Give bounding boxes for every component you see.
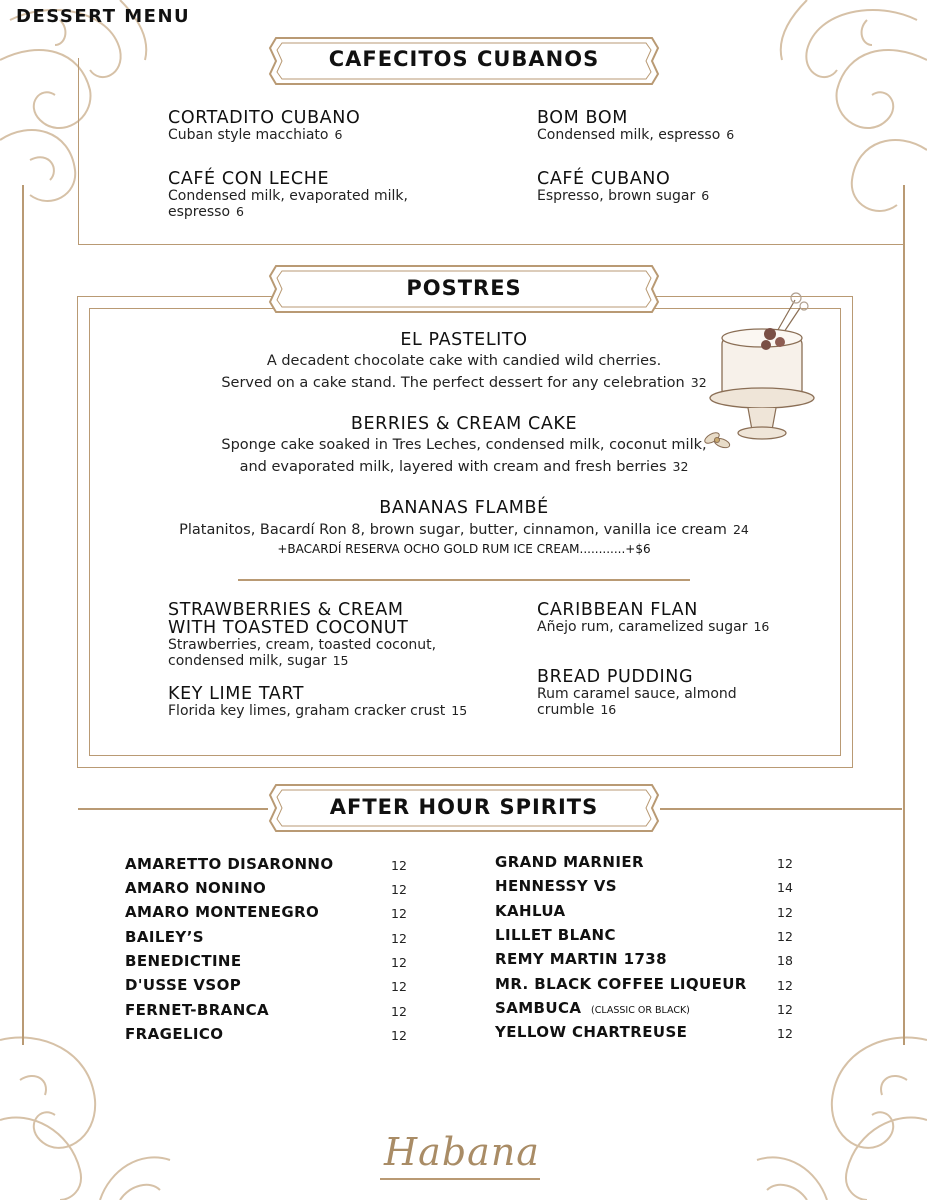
spirit-name: D'USSE VSOP — [125, 976, 242, 994]
item-price: 6 — [701, 188, 710, 203]
spirit-name: BENEDICTINE — [125, 952, 242, 970]
item-addon: +BACARDÍ RESERVA OCHO GOLD RUM ICE CREAM............+$6 — [277, 542, 651, 556]
item-price: 6 — [334, 127, 343, 142]
item-price: 24 — [732, 522, 749, 537]
spirit-name: GRAND MARNIER — [495, 853, 644, 871]
postres-title: POSTRES — [406, 276, 522, 300]
spirit-note: (CLASSIC OR BLACK) — [591, 1005, 690, 1016]
item-desc-line1: Condensed milk, evaporated milk, — [168, 188, 408, 204]
spirit-name: AMARO MONTENEGRO — [125, 903, 320, 921]
spirit-price: 12 — [391, 906, 407, 921]
item-price: 16 — [753, 619, 770, 634]
spirit-name: HENNESSY VS — [495, 877, 617, 895]
item-desc-line2: condensed milk, sugar — [168, 653, 327, 669]
item-price: 6 — [726, 127, 735, 142]
item-name-line1: STRAWBERRIES & CREAM — [168, 600, 404, 620]
item-desc: Espresso, brown sugar — [537, 188, 696, 204]
item-desc-line1: Platanitos, Bacardí Ron 8, brown sugar, butter, cinnamon, vanilla ice cream — [179, 522, 727, 538]
menu-header-label: DESSERT MENU — [16, 6, 191, 27]
logo-underline — [380, 1178, 540, 1180]
postres-item-strawberries — [168, 601, 436, 669]
cafecitos-item-cafe-con-leche — [168, 170, 408, 220]
spirit-price: 12 — [777, 905, 793, 920]
spirit-name: YELLOW CHARTREUSE — [495, 1023, 688, 1041]
frame-left-line — [22, 185, 24, 1045]
spirit-name: LILLET BLANC — [495, 926, 616, 944]
item-desc: Florida key limes, graham cracker crust — [168, 703, 446, 719]
spirit-price: 12 — [391, 1028, 407, 1043]
spirit-price: 12 — [777, 856, 793, 871]
item-desc: Añejo rum, caramelized sugar — [537, 619, 748, 635]
item-name: CORTADITO CUBANO — [168, 108, 361, 128]
item-desc-line1: A decadent chocolate cake with candied wild cherries. — [266, 353, 662, 369]
item-price: 32 — [672, 459, 689, 474]
item-name: BERRIES & CREAM CAKE — [350, 414, 578, 434]
item-desc-line1: Strawberries, cream, toasted coconut, — [168, 637, 437, 653]
item-desc-line2: Served on a cake stand. The perfect dessert for any celebration — [221, 375, 685, 391]
item-desc-line1: Sponge cake soaked in Tres Leches, condensed milk, coconut milk, — [221, 437, 707, 453]
item-name: CAFÉ CUBANO — [537, 169, 671, 189]
item-desc-line2: and evaporated milk, layered with cream and fresh berries — [239, 459, 667, 475]
item-price: 6 — [236, 204, 244, 219]
item-name: BREAD PUDDING — [537, 667, 694, 687]
item-desc-line2: crumble — [537, 702, 595, 718]
item-price: 16 — [600, 702, 617, 717]
postres-featured-bananas-flambe — [89, 499, 839, 557]
habana-logo: Habana — [384, 1130, 540, 1174]
spirit-price: 12 — [391, 882, 407, 897]
item-desc: Cuban style macchiato — [168, 127, 329, 143]
item-name-line2: WITH TOASTED COCONUT — [168, 618, 409, 638]
spirit-name: BAILEY’S — [125, 928, 204, 946]
cafecitos-title: CAFECITOS CUBANOS — [328, 47, 600, 71]
spirit-price: 14 — [777, 880, 793, 895]
item-price: 32 — [690, 375, 707, 390]
spirit-name: REMY MARTIN 1738 — [495, 950, 667, 968]
postres-item-key-lime — [168, 685, 467, 719]
spirit-price: 12 — [391, 931, 407, 946]
item-name: BOM BOM — [537, 108, 628, 128]
item-name: CARIBBEAN FLAN — [537, 600, 698, 620]
item-name: CAFÉ CON LECHE — [168, 169, 330, 189]
spirit-name: AMARO NONINO — [125, 879, 267, 897]
spirit-price: 12 — [777, 1002, 793, 1017]
item-desc: Condensed milk, espresso — [537, 127, 721, 143]
spirit-name: SAMBUCA — [495, 999, 582, 1017]
item-name: KEY LIME TART — [168, 684, 305, 704]
spirit-name: MR. BLACK COFFEE LIQUEUR — [495, 975, 747, 993]
item-name: BANANAS FLAMBÉ — [379, 498, 549, 518]
spirit-name: AMARETTO DISARONNO — [125, 855, 334, 873]
spirit-price: 12 — [391, 955, 407, 970]
ornament-bottom-right-icon — [727, 1000, 927, 1200]
postres-featured-pastelito — [89, 331, 839, 394]
spirit-name: KAHLUA — [495, 902, 566, 920]
postres-divider — [238, 579, 690, 581]
spirit-price: 12 — [777, 929, 793, 944]
postres-featured-berries-cake — [89, 415, 839, 478]
spirit-price: 12 — [777, 978, 793, 993]
spirit-row-sambuca — [495, 999, 690, 1017]
cafecitos-item-cortadito — [168, 109, 360, 143]
spirits-title: AFTER HOUR SPIRITS — [329, 795, 599, 819]
spirit-price: 12 — [391, 858, 407, 873]
cafecitos-item-bombom — [537, 109, 734, 143]
spirits-banner-line-left — [78, 808, 268, 810]
item-desc-line2: espresso — [168, 204, 231, 220]
frame-right-line — [903, 185, 905, 1045]
item-price: 15 — [451, 703, 468, 718]
spirit-price: 12 — [777, 1026, 793, 1041]
postres-item-flan — [537, 601, 769, 635]
item-name: EL PASTELITO — [400, 330, 528, 350]
cafecitos-item-cafe-cubano — [537, 170, 709, 204]
postres-item-bread-pudding — [537, 668, 737, 718]
spirits-banner-line-right — [660, 808, 902, 810]
spirit-price: 12 — [391, 1004, 407, 1019]
spirit-price: 18 — [777, 953, 793, 968]
item-price: 15 — [332, 653, 349, 668]
spirit-name: FERNET-BRANCA — [125, 1001, 270, 1019]
spirit-name: FRAGELICO — [125, 1025, 224, 1043]
spirit-price: 12 — [391, 979, 407, 994]
item-desc-line1: Rum caramel sauce, almond — [537, 686, 737, 702]
